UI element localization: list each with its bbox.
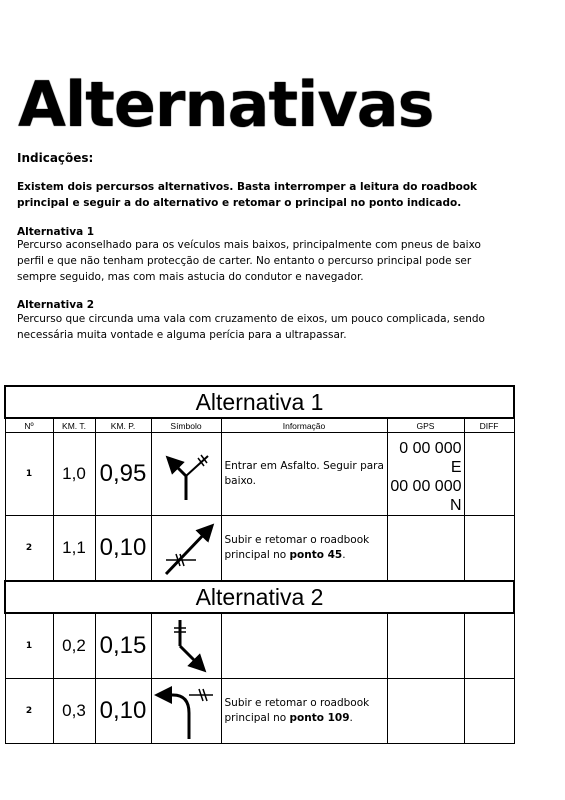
- info-cell: [221, 433, 387, 516]
- table-header: [5, 418, 514, 433]
- gps-cell: [387, 679, 464, 744]
- gps-north: 00 00 000 N: [390, 478, 462, 514]
- symbol-cell: [151, 613, 221, 679]
- turn-left-icon: [153, 681, 219, 741]
- diff-cell: [464, 516, 514, 582]
- roadbook-table: [4, 385, 515, 744]
- alt1-text: Percurso aconselhado para os veículos mais baixos, principalmente com pneus de baixo perfil e que não tenham protecção de carter. No entanto o percurso principal pode ser sempre seguido, mas com mais astucia do condutor e navegador.: [17, 239, 481, 283]
- table-row: [5, 679, 514, 744]
- header-info: Informação: [221, 418, 387, 433]
- alt2-heading: Alternativa 2: [17, 299, 95, 311]
- km-partial: 0,10: [95, 516, 151, 582]
- fork-right-icon: [156, 444, 216, 504]
- alt2-text: Percurso que circunda uma vala com cruzamento de eixos, um pouco complicada, sendo necessária muita vontade e alguma perícia para a ultrapassar.: [17, 313, 485, 341]
- row-number: 2: [5, 679, 53, 744]
- row-number: 1: [5, 613, 53, 679]
- km-total: 0,3: [53, 679, 95, 744]
- info-text-end: .: [349, 712, 353, 724]
- info-cell: [221, 613, 387, 679]
- info-text: Subir e retomar o roadbook principal no: [224, 697, 370, 724]
- header-km-t: KM. T.: [53, 418, 95, 433]
- diff-cell: [464, 433, 514, 516]
- km-total: 0,2: [53, 613, 95, 679]
- page-title: Alternativas: [18, 68, 434, 141]
- section-title-alt2: Alternativa 2: [5, 581, 514, 613]
- alt1-heading: Alternativa 1: [17, 226, 95, 238]
- km-partial: 0,15: [95, 613, 151, 679]
- table-row: [5, 433, 514, 516]
- symbol-cell: [151, 679, 221, 744]
- info-point-ref: ponto 45: [289, 549, 343, 561]
- info-text: Entrar em Asfalto. Seguir para baixo.: [224, 460, 384, 487]
- info-text-end: .: [342, 549, 346, 561]
- table-row: [5, 516, 514, 582]
- diagonal-up-right-icon: [156, 518, 216, 578]
- info-cell: [221, 516, 387, 582]
- diff-cell: [464, 679, 514, 744]
- gps-cell: [387, 613, 464, 679]
- km-total: 1,0: [53, 433, 95, 516]
- header-symbol: Símbolo: [151, 418, 221, 433]
- symbol-cell: [151, 516, 221, 582]
- intro-text: Existem dois percursos alternativos. Basta interromper a leitura do roadbook principal e seguir a do alternativo e retomar o principal no ponto indicado.: [17, 181, 478, 209]
- info-cell: [221, 679, 387, 744]
- diff-cell: [464, 613, 514, 679]
- header-diff: DIFF: [464, 418, 514, 433]
- info-point-ref: ponto 109: [289, 712, 350, 724]
- km-partial: 0,10: [95, 679, 151, 744]
- row-number: 2: [5, 516, 53, 582]
- info-text: Subir e retomar o roadbook principal no: [224, 534, 370, 561]
- symbol-cell: [151, 433, 221, 516]
- gps-cell: [387, 433, 464, 516]
- header-gps: GPS: [387, 418, 464, 433]
- km-partial: 0,95: [95, 433, 151, 516]
- table-row: [5, 613, 514, 679]
- header-km-p: KM. P.: [95, 418, 151, 433]
- header-num: Nº: [5, 418, 53, 433]
- gps-east: 0 00 000 E: [399, 440, 462, 476]
- indicacoes-heading: Indicações:: [17, 151, 94, 165]
- gps-cell: [387, 516, 464, 582]
- section-title-alt1: Alternativa 1: [5, 386, 514, 418]
- row-number: 1: [5, 433, 53, 516]
- down-right-icon: [156, 616, 216, 676]
- km-total: 1,1: [53, 516, 95, 582]
